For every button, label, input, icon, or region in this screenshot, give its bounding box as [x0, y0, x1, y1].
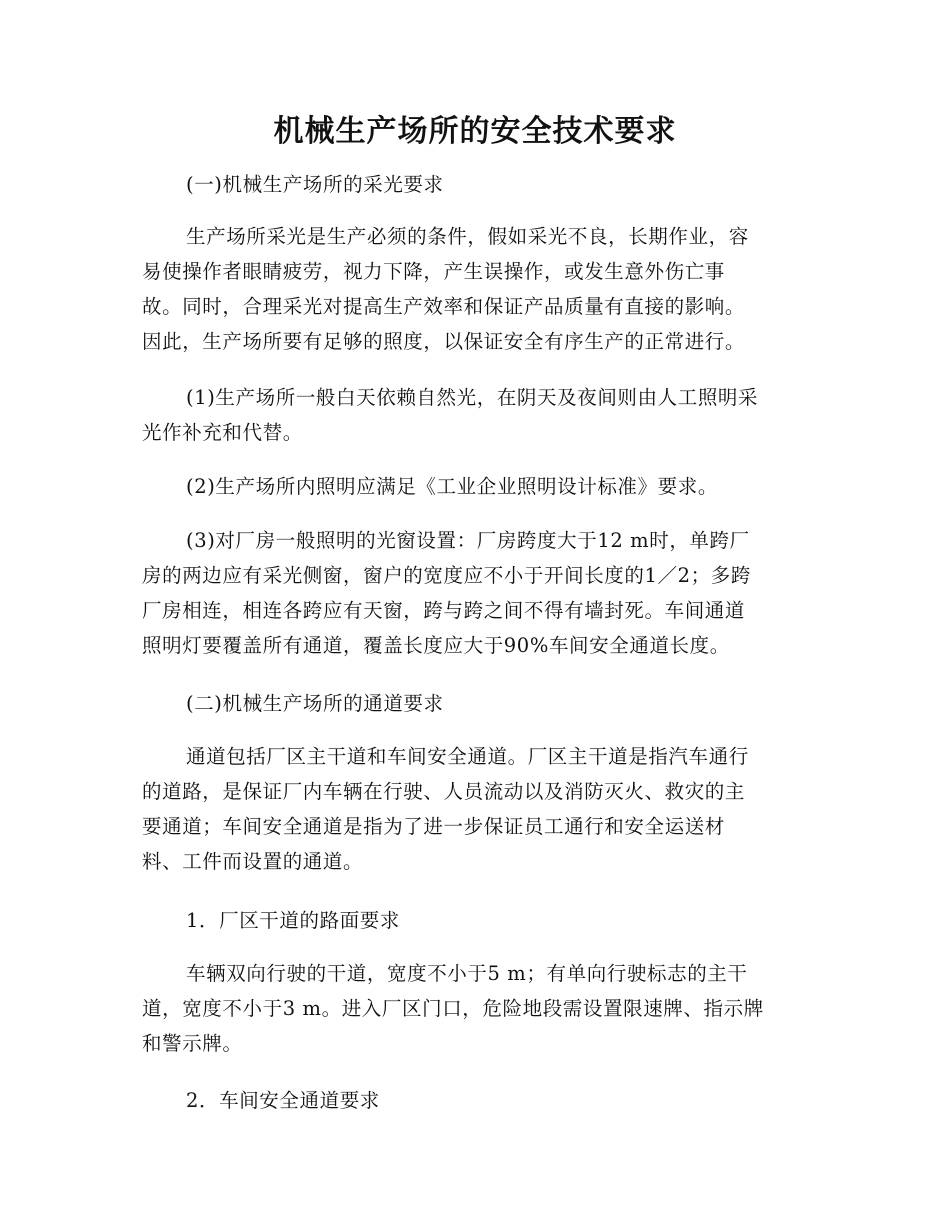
list-item-lighting-3 [142, 523, 812, 663]
text-line: (1)生产场所一般白天依赖自然光，在阴天及夜间则由人工照明采 [186, 386, 759, 409]
section-heading-lighting: (一)机械生产场所的采光要求 [186, 173, 444, 196]
text-line: 的道路，是保证厂内车辆在行驶、人员流动以及消防灭火、救灾的主 [142, 780, 746, 803]
list-item-lighting-1 [142, 380, 812, 450]
text-line: 易使操作者眼睛疲劳，视力下降，产生误操作，或发生意外伤亡事 [142, 260, 725, 283]
text-line: (3)对厂房一般照明的光窗设置：厂房跨度大于12 m时，单跨厂 [186, 529, 750, 552]
paragraph-road-surface [142, 956, 812, 1061]
paragraph-passage-intro [142, 739, 812, 879]
text-line: 因此，生产场所要有足够的照度，以保证安全有序生产的正常进行。 [142, 330, 746, 353]
document-title: 机械生产场所的安全技术要求 [273, 114, 677, 149]
text-line: 料、工件而设置的通道。 [142, 850, 364, 873]
list-item-lighting-2 [142, 469, 812, 504]
text-line: 生产场所采光是生产必须的条件，假如采光不良，长期作业，容 [186, 225, 749, 248]
text-line: 房的两边应有采光侧窗，窗户的宽度应不小于开间长度的1／2；多跨 [142, 564, 751, 587]
text-line: 车辆双向行驶的干道，宽度不小于5 m；有单向行驶标志的主干 [186, 962, 748, 985]
paragraph-lighting-intro [142, 219, 812, 359]
text-line: 要通道；车间安全通道是指为了进一步保证员工通行和安全运送材 [142, 815, 725, 838]
text-line: 照明灯要覆盖所有通道，覆盖长度应大于90%车间安全通道长度。 [142, 634, 730, 657]
text-line: 光作补充和代替。 [142, 421, 303, 444]
section-heading-passage: (二)机械生产场所的通道要求 [186, 692, 444, 715]
subheading-road-surface: 1．厂区干道的路面要求 [186, 909, 401, 932]
text-line: (2)生产场所内照明应满足《工业企业照明设计标准》要求。 [186, 475, 718, 498]
text-line: 故。同时，合理采光对提高生产效率和保证产品质量有直接的影响。 [142, 295, 746, 318]
text-line: 和警示牌。 [142, 1032, 243, 1055]
text-line: 厂房相连，相连各跨应有天窗，跨与跨之间不得有墙封死。车间通道 [142, 599, 746, 622]
text-line: 道，宽度不小于3 m。进入厂区门口，危险地段需设置限速牌、指示牌 [142, 997, 764, 1020]
subheading-workshop-passage: 2．车间安全通道要求 [186, 1089, 380, 1112]
text-line: 通道包括厂区主干道和车间安全通道。厂区主干道是指汽车通行 [186, 745, 749, 768]
